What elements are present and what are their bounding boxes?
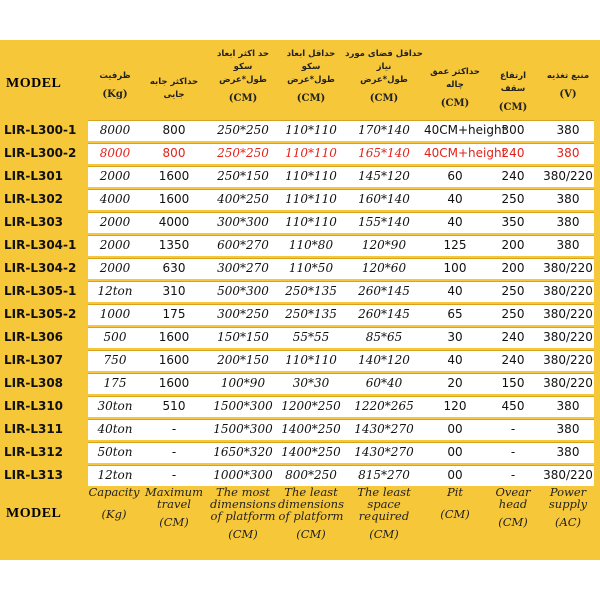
cell-min-platform: 55*55	[292, 330, 330, 344]
cell-power: 380/220	[543, 169, 593, 183]
cell-capacity: 12ton	[97, 284, 133, 298]
cell-pit: 40	[447, 353, 463, 367]
model-cell: LIR-L300-1	[4, 123, 77, 137]
cell-min-platform: 110*110	[285, 123, 337, 137]
table-row	[0, 258, 600, 279]
cell-max-travel: 1600	[158, 192, 190, 206]
cell-min-platform: 250*135	[285, 307, 337, 321]
cell-power: 380	[556, 238, 580, 252]
model-cell: LIR-L304-1	[4, 238, 77, 252]
table-row	[0, 120, 600, 141]
table-row	[0, 396, 600, 417]
cell-overhead: 240	[501, 146, 525, 160]
cell-max-platform: 150*150	[217, 330, 269, 344]
cell-pit: 40	[447, 284, 463, 298]
table-row	[0, 212, 600, 233]
cell-min-space: 145*120	[358, 169, 410, 183]
table-row	[0, 350, 600, 371]
cell-max-travel: 630	[162, 261, 186, 275]
cell-min-space: 1220*265	[354, 399, 414, 413]
cell-pit: 100	[443, 261, 467, 275]
cell-min-space: 1430*270	[354, 445, 414, 459]
cell-max-platform: 600*270	[217, 238, 269, 252]
cell-max-platform: 100*90	[220, 376, 266, 390]
table-row	[0, 373, 600, 394]
cell-capacity: 30ton	[97, 399, 133, 413]
cell-power: 380/220	[543, 376, 593, 390]
cell-min-platform: 110*110	[285, 146, 337, 160]
model-cell: LIR-L307	[4, 353, 64, 367]
cell-capacity: 8000	[99, 146, 131, 160]
cell-max-platform: 300*250	[217, 307, 269, 321]
model-cell: LIR-L303	[4, 215, 64, 229]
model-cell: LIR-L312	[4, 445, 64, 459]
cell-max-travel: 800	[162, 146, 186, 160]
cell-capacity: 50ton	[97, 445, 133, 459]
cell-max-platform: 200*150	[217, 353, 269, 367]
cell-min-space: 170*140	[358, 123, 410, 137]
cell-max-platform: 250*150	[217, 169, 269, 183]
cell-max-platform: 500*300	[217, 284, 269, 298]
cell-min-platform: 110*110	[285, 215, 337, 229]
cell-power: 380	[556, 192, 580, 206]
cell-max-travel: 1600	[158, 169, 190, 183]
cell-capacity: 175	[103, 376, 127, 390]
model-header: MODEL	[6, 76, 62, 91]
table-row	[0, 442, 600, 463]
model-cell: LIR-L305-1	[4, 284, 77, 298]
cell-min-space: 260*145	[358, 284, 410, 298]
cell-min-platform: 30*30	[292, 376, 330, 390]
footer-max-travel: Maximum travel (CM)	[144, 485, 203, 529]
cell-overhead: 350	[501, 215, 525, 229]
cell-power: 380	[556, 123, 580, 137]
cell-overhead: 250	[501, 307, 525, 321]
footer-max-platform: The most dimensions of platform (CM)	[210, 485, 276, 541]
cell-power: 380	[556, 445, 580, 459]
cell-capacity: 750	[103, 353, 127, 367]
cell-min-platform: 110*110	[285, 353, 337, 367]
cell-max-travel: 1350	[158, 238, 190, 252]
cell-capacity: 2000	[99, 215, 131, 229]
cell-max-travel: -	[171, 445, 177, 459]
cell-pit: 40CM+height	[424, 146, 507, 160]
cell-pit: 00	[447, 468, 463, 482]
cell-pit: 20	[447, 376, 463, 390]
footer-overhead: Ovear head (CM)	[495, 485, 531, 529]
cell-power: 380/220	[543, 307, 593, 321]
cell-min-platform: 1400*250	[281, 422, 341, 436]
model-cell: LIR-L304-2	[4, 261, 77, 275]
cell-capacity: 2000	[99, 261, 131, 275]
table-row	[0, 189, 600, 210]
cell-power: 380/220	[543, 468, 593, 482]
header-power: منبع تغذیه (V)	[546, 71, 590, 100]
cell-pit: 40	[447, 215, 463, 229]
model-cell: LIR-L313	[4, 468, 64, 482]
footer-power: Power supply (AC)	[548, 485, 588, 529]
cell-max-platform: 250*250	[217, 123, 269, 137]
cell-max-travel: 800	[162, 123, 186, 137]
model-cell: LIR-L300-2	[4, 146, 77, 160]
cell-pit: 30	[447, 330, 463, 344]
table-row	[0, 235, 600, 256]
model-cell: LIR-L310	[4, 399, 64, 413]
cell-min-platform: 1200*250	[281, 399, 341, 413]
cell-pit: 40	[447, 192, 463, 206]
cell-max-platform: 1500*300	[213, 422, 273, 436]
cell-max-platform: 1500*300	[213, 399, 273, 413]
cell-max-platform: 400*250	[217, 192, 269, 206]
cell-min-platform: 110*110	[285, 169, 337, 183]
cell-max-travel: 1600	[158, 330, 190, 344]
cell-min-space: 120*60	[361, 261, 407, 275]
cell-capacity: 1000	[99, 307, 131, 321]
header-capacity: ظرفیت (Kg)	[99, 71, 131, 100]
cell-min-platform: 110*110	[285, 192, 337, 206]
cell-power: 380	[556, 146, 580, 160]
model-cell: LIR-L311	[4, 422, 64, 436]
header-min-platform: حداقل ابعاد سکو طول*عرض (CM)	[286, 49, 336, 104]
cell-overhead: -	[510, 445, 516, 459]
footer-pit: Pit (CM)	[440, 485, 470, 521]
cell-max-travel: 1600	[158, 376, 190, 390]
cell-max-platform: 1650*320	[213, 445, 273, 459]
cell-pit: 125	[443, 238, 467, 252]
table-row	[0, 143, 600, 164]
cell-overhead: 150	[501, 376, 525, 390]
cell-overhead: 200	[501, 238, 525, 252]
cell-max-travel: -	[171, 422, 177, 436]
cell-overhead: 450	[501, 399, 525, 413]
table-row	[0, 304, 600, 325]
cell-max-platform: 300*270	[217, 261, 269, 275]
header-overhead: ارتفاع سقف (CM)	[498, 71, 528, 113]
cell-capacity: 40ton	[97, 422, 133, 436]
cell-power: 380/220	[543, 284, 593, 298]
cell-power: 380	[556, 422, 580, 436]
spec-table	[0, 40, 600, 560]
cell-max-travel: 1600	[158, 353, 190, 367]
cell-overhead: -	[510, 468, 516, 482]
cell-min-space: 155*140	[358, 215, 410, 229]
cell-min-space: 85*65	[365, 330, 403, 344]
cell-max-travel: 175	[162, 307, 186, 321]
cell-pit: 00	[447, 422, 463, 436]
cell-min-space: 60*40	[365, 376, 403, 390]
cell-max-platform: 1000*300	[213, 468, 273, 482]
cell-pit: 60	[447, 169, 463, 183]
header-min-space: حداقل فضای مورد نیاز طول*عرض (CM)	[345, 49, 423, 104]
footer-min-platform: The least dimensions of platform (CM)	[278, 485, 344, 541]
cell-pit: 120	[443, 399, 467, 413]
cell-overhead: 240	[501, 169, 525, 183]
footer-capacity: Capacity (Kg)	[88, 485, 140, 521]
cell-min-space: 1430*270	[354, 422, 414, 436]
cell-overhead: 240	[501, 330, 525, 344]
cell-min-space: 260*145	[358, 307, 410, 321]
cell-power: 380/220	[543, 353, 593, 367]
cell-max-platform: 300*300	[217, 215, 269, 229]
cell-capacity: 12ton	[97, 468, 133, 482]
cell-overhead: -	[510, 422, 516, 436]
cell-capacity: 4000	[99, 192, 131, 206]
model-cell: LIR-L302	[4, 192, 64, 206]
cell-min-platform: 250*135	[285, 284, 337, 298]
cell-pit: 40CM+height	[424, 123, 507, 137]
table-row	[0, 281, 600, 302]
cell-min-platform: 110*50	[288, 261, 334, 275]
model-cell: LIR-L305-2	[4, 307, 77, 321]
cell-power: 380/220	[543, 261, 593, 275]
cell-max-travel: 510	[162, 399, 186, 413]
cell-power: 380	[556, 399, 580, 413]
cell-min-space: 815*270	[358, 468, 410, 482]
model-footer: MODEL	[6, 506, 62, 521]
cell-max-travel: 310	[162, 284, 186, 298]
model-cell: LIR-L308	[4, 376, 64, 390]
cell-overhead: 300	[501, 123, 525, 137]
cell-overhead: 240	[501, 353, 525, 367]
model-cell: LIR-L301	[4, 169, 64, 183]
cell-overhead: 250	[501, 192, 525, 206]
cell-min-space: 165*140	[358, 146, 410, 160]
table-row	[0, 166, 600, 187]
cell-min-platform: 1400*250	[281, 445, 341, 459]
cell-capacity: 500	[103, 330, 127, 344]
header-pit: حداکثر عمق چاله (CM)	[430, 67, 480, 109]
cell-min-space: 160*140	[358, 192, 410, 206]
cell-min-space: 140*120	[358, 353, 410, 367]
cell-pit: 65	[447, 307, 463, 321]
cell-max-travel: -	[171, 468, 177, 482]
cell-min-platform: 800*250	[285, 468, 337, 482]
cell-overhead: 250	[501, 284, 525, 298]
cell-capacity: 8000	[99, 123, 131, 137]
model-cell: LIR-L306	[4, 330, 64, 344]
cell-pit: 00	[447, 445, 463, 459]
footer-min-space: The least space required (CM)	[357, 485, 411, 541]
header-max-platform: حد اکثر ابعاد سکو طول*عرض (CM)	[216, 49, 270, 104]
cell-power: 380/220	[543, 330, 593, 344]
table-row	[0, 465, 600, 486]
cell-power: 380	[556, 215, 580, 229]
cell-overhead: 200	[501, 261, 525, 275]
cell-min-space: 120*90	[361, 238, 407, 252]
table-row	[0, 327, 600, 348]
cell-max-travel: 4000	[158, 215, 190, 229]
cell-max-platform: 250*250	[217, 146, 269, 160]
header-max-travel: حداکثر جابه جایی	[149, 77, 199, 100]
cell-min-platform: 110*80	[288, 238, 334, 252]
cell-capacity: 2000	[99, 238, 131, 252]
cell-capacity: 2000	[99, 169, 131, 183]
table-row	[0, 419, 600, 440]
